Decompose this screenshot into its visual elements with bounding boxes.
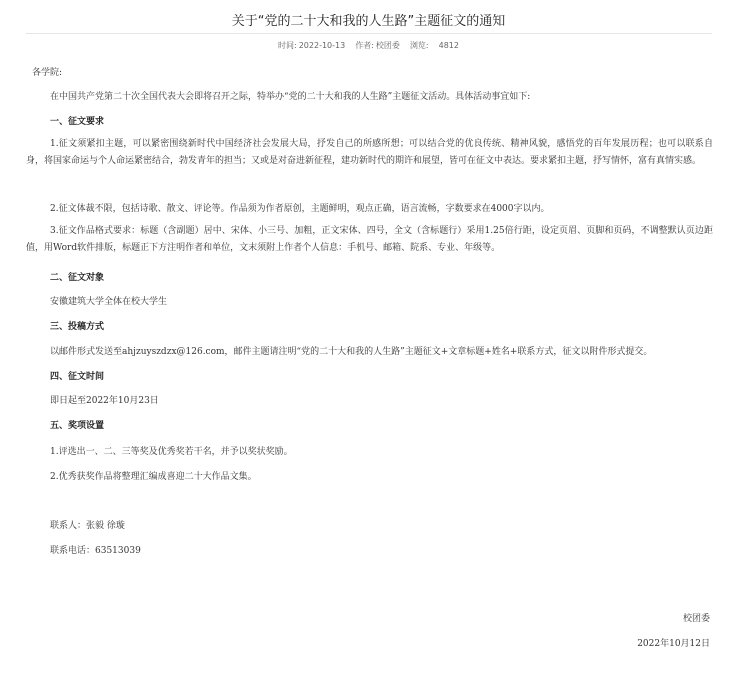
meta-time-label: 时间:: [278, 41, 297, 50]
article-meta: [0, 40, 737, 52]
contact-phone: 联系电话：63513039: [50, 546, 141, 556]
section3-paragraph-1: 以邮件形式发送至ahjzuyszdzx@126.com，邮件主题请注明“党的二十大和我的人生路”主题征文+文章标题+姓名+联系方式，征文以附件形式提交。: [50, 347, 653, 357]
meta-views-value: 4812: [438, 41, 459, 50]
meta-time-value: 2022-10-13: [298, 41, 346, 50]
section5-paragraph-2: 2.优秀获奖作品将整理汇编成喜迎二十大作品文集。: [50, 472, 257, 482]
section5-heading: 五、奖项设置: [50, 421, 105, 431]
section1-heading: 一、征文要求: [50, 117, 105, 127]
signature-date: 2022年10月12日: [637, 639, 710, 649]
section4-heading: 四、征文时间: [50, 372, 105, 382]
section3-heading: 三、投稿方式: [50, 322, 105, 332]
section1-paragraph-3: 3.征文作品格式要求：标题（含副题）居中、宋体、小三号、加粗，正文宋体、四号，全文（含标题行）采用1.25倍行距，设定页眉、页脚和页码，不调整默认页边距值，用Word软件排版，标题正下方注明作者和单位，文末须附上作者个人信息：手机号、邮箱、院系、专业、年级等。: [26, 226, 713, 253]
meta-views-label: 浏览:: [409, 41, 429, 50]
contact-person: 联系人：张毅 徐璇: [50, 521, 125, 531]
section1-paragraph-2: 2.征文体裁不限，包括诗歌、散文、评论等。作品须为作者原创，主题鲜明，观点正确，语言流畅，字数要求在4000字以内。: [50, 204, 550, 214]
meta-author-label: 作者:: [355, 41, 374, 50]
section2-paragraph-1: 安徽建筑大学全体在校大学生: [50, 297, 168, 307]
intro-paragraph: 在中国共产党第二十次全国代表大会即将召开之际，特举办“党的二十大和我的人生路”主题征文活动。具体活动事宜如下:: [50, 92, 531, 102]
section1-paragraph-1: 1.征文须紧扣主题，可以紧密围绕新时代中国经济社会发展大局，抒发自己的所感所想；可以结合党的优良传统、精神风貌，感悟党的百年发展历程；也可以联系自身，将国家命运与个人命运紧密结合，勃发青年的担当；又或是对奋进新征程，建功新时代的期许和展望，皆可在征文中表达。要求紧扣主题，抒写情怀，富有真情实感。: [26, 139, 713, 166]
article-title: 关于“党的二十大和我的人生路”主题征文的通知: [231, 14, 506, 29]
section5-paragraph-1: 1.评选出一、二、三等奖及优秀奖若干名，并予以奖状奖励。: [50, 447, 293, 457]
title-divider: [26, 33, 712, 34]
salutation: 各学院:: [32, 68, 63, 78]
signature-org: 校团委: [682, 614, 710, 624]
meta-author-value: 校团委: [375, 41, 400, 50]
section2-heading: 二、征文对象: [50, 273, 105, 283]
section4-paragraph-1: 即日起至2022年10月23日: [50, 396, 159, 406]
